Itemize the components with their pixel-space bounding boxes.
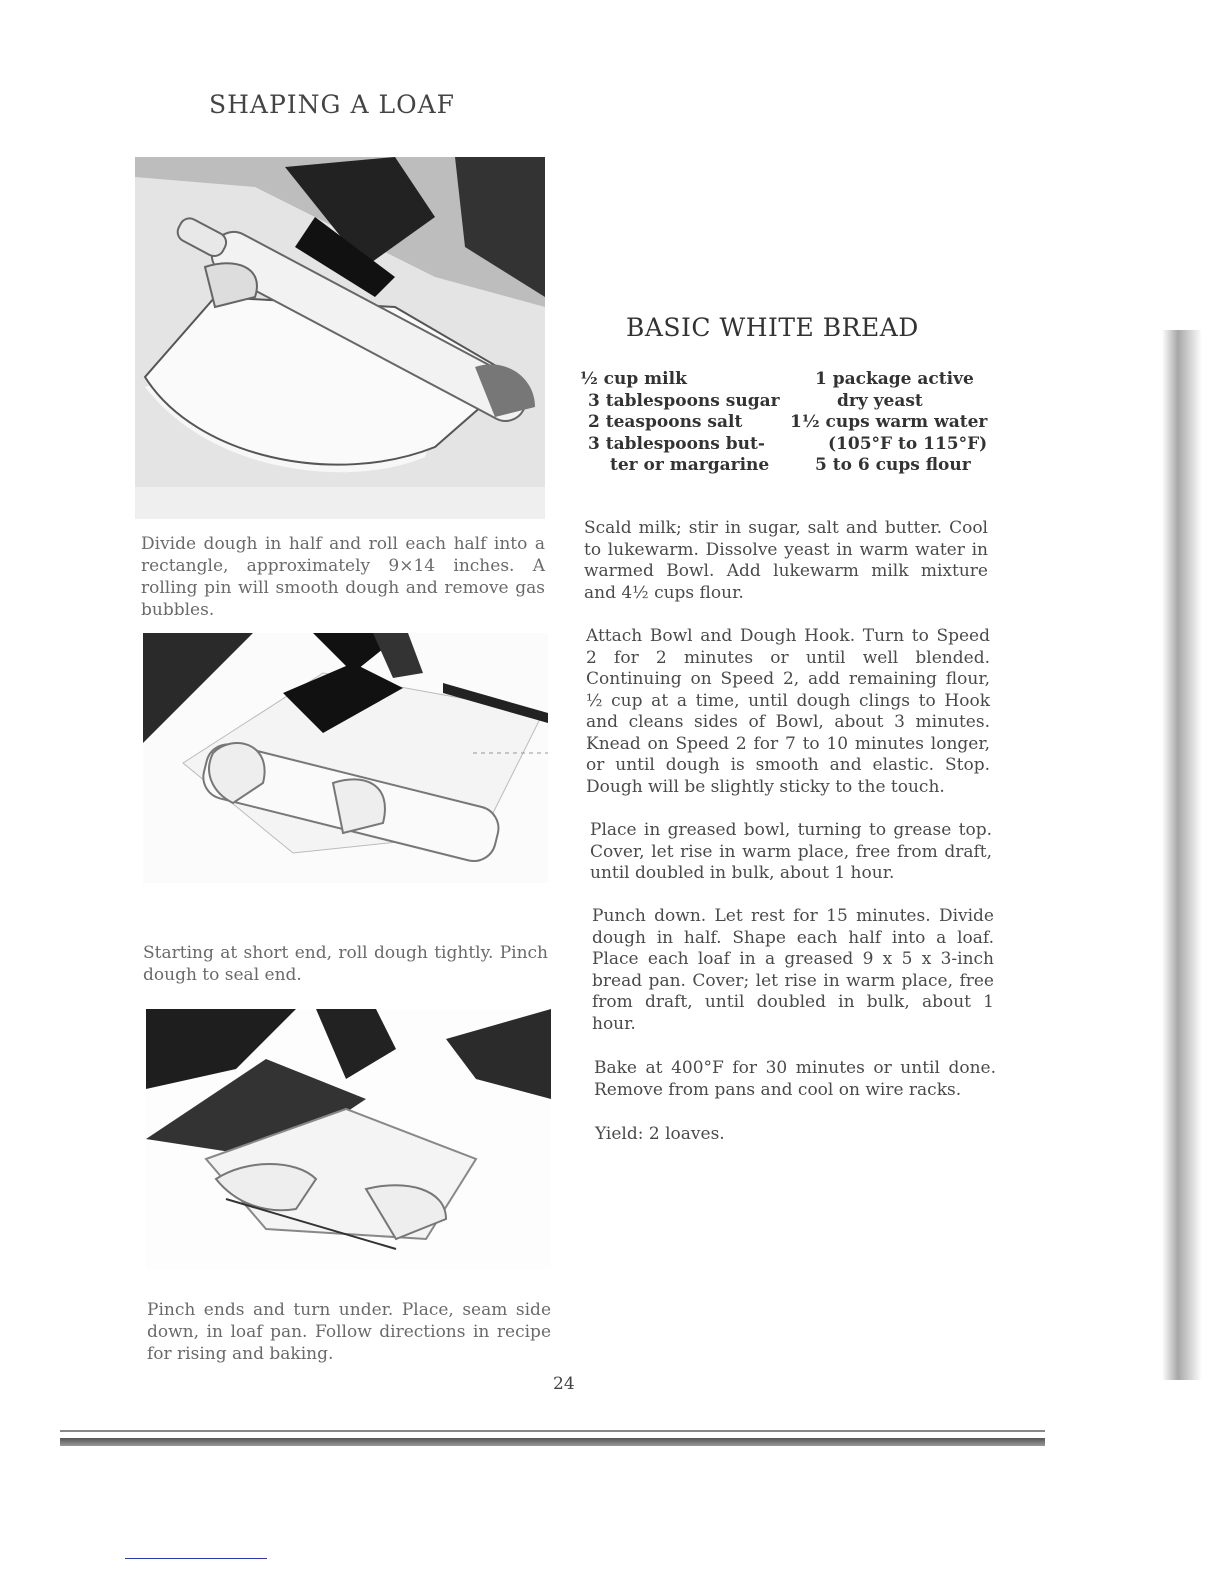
ingredient: 1½ cups warm water (790, 412, 988, 432)
step-3-caption: Pinch ends and turn under. Place, seam side down, in loaf pan. Follow directions in recipe for rising and baking. (147, 1300, 551, 1364)
ingredients-right (790, 369, 990, 477)
step-1-caption: Divide dough in half and roll each half into a rectangle, approximately 9×14 inches. A rolling pin will smooth dough and remove gas bubbles. (141, 534, 545, 620)
recipe-yield: Yield: 2 loaves. (595, 1124, 725, 1144)
photo-pinch-ends (146, 1009, 551, 1269)
ingredients-left (580, 369, 780, 477)
footnote-rule (125, 1558, 267, 1559)
step-2-caption: Starting at short end, roll dough tightly. Pinch dough to seal end. (143, 943, 548, 985)
photo-roll-tightly (143, 633, 548, 883)
ingredient: (105°F to 115°F) (828, 433, 988, 454)
ingredient: 2 teaspoons salt (588, 412, 743, 432)
ingredient: ½ cup milk (580, 369, 687, 389)
recipe-step-knead: Attach Bowl and Dough Hook. Turn to Speed 2 for 2 minutes or until well blended. Continuing on Speed 2, add remaining flour, ½ cup at a time, until dough clings to Hook and cleans sides of Bowl, about 3 minutes. Knead on Speed 2 for 7 to 10 minutes longer, or until dough is smooth and elastic. Stop. Dough will be slightly sticky to the touch. (586, 626, 990, 797)
scan-rule-top (60, 1430, 1045, 1432)
photo-rolling-dough (135, 157, 545, 519)
recipe-step-shape: Punch down. Let rest for 15 minutes. Divide dough in half. Shape each half into a loaf. Place each loaf in a greased 9 x 5 x 3-inch bread pan. Cover; let rise in warm place, free from draft, until doubled in bulk, about 1 hour. (592, 906, 994, 1034)
recipe-step-scald: Scald milk; stir in sugar, salt and butter. Cool to lukewarm. Dissolve yeast in warm water in warmed Bowl. Add lukewarm milk mixture and 4½ cups flour. (584, 518, 988, 603)
ingredient: dry yeast (837, 390, 923, 411)
ingredient: 5 to 6 cups flour (815, 455, 971, 475)
scan-edge-right (1162, 330, 1202, 1380)
ingredient: 1 package active (815, 369, 974, 389)
scan-rule-bottom (60, 1438, 1045, 1446)
ingredient: 3 tablespoons sugar (588, 390, 780, 411)
recipe-step-bake: Bake at 400°F for 30 minutes or until done. Remove from pans and cool on wire racks. (594, 1058, 996, 1100)
ingredient: 3 tablespoons but- (588, 433, 765, 454)
ingredient: ter or margarine (610, 455, 770, 475)
section-title: SHAPING A LOAF (209, 90, 455, 119)
recipe-title: BASIC WHITE BREAD (626, 313, 919, 342)
page-number: 24 (553, 1374, 575, 1394)
recipe-step-rise: Place in greased bowl, turning to grease top. Cover, let rise in warm place, free from draft, until doubled in bulk, about 1 hour. (590, 820, 992, 883)
